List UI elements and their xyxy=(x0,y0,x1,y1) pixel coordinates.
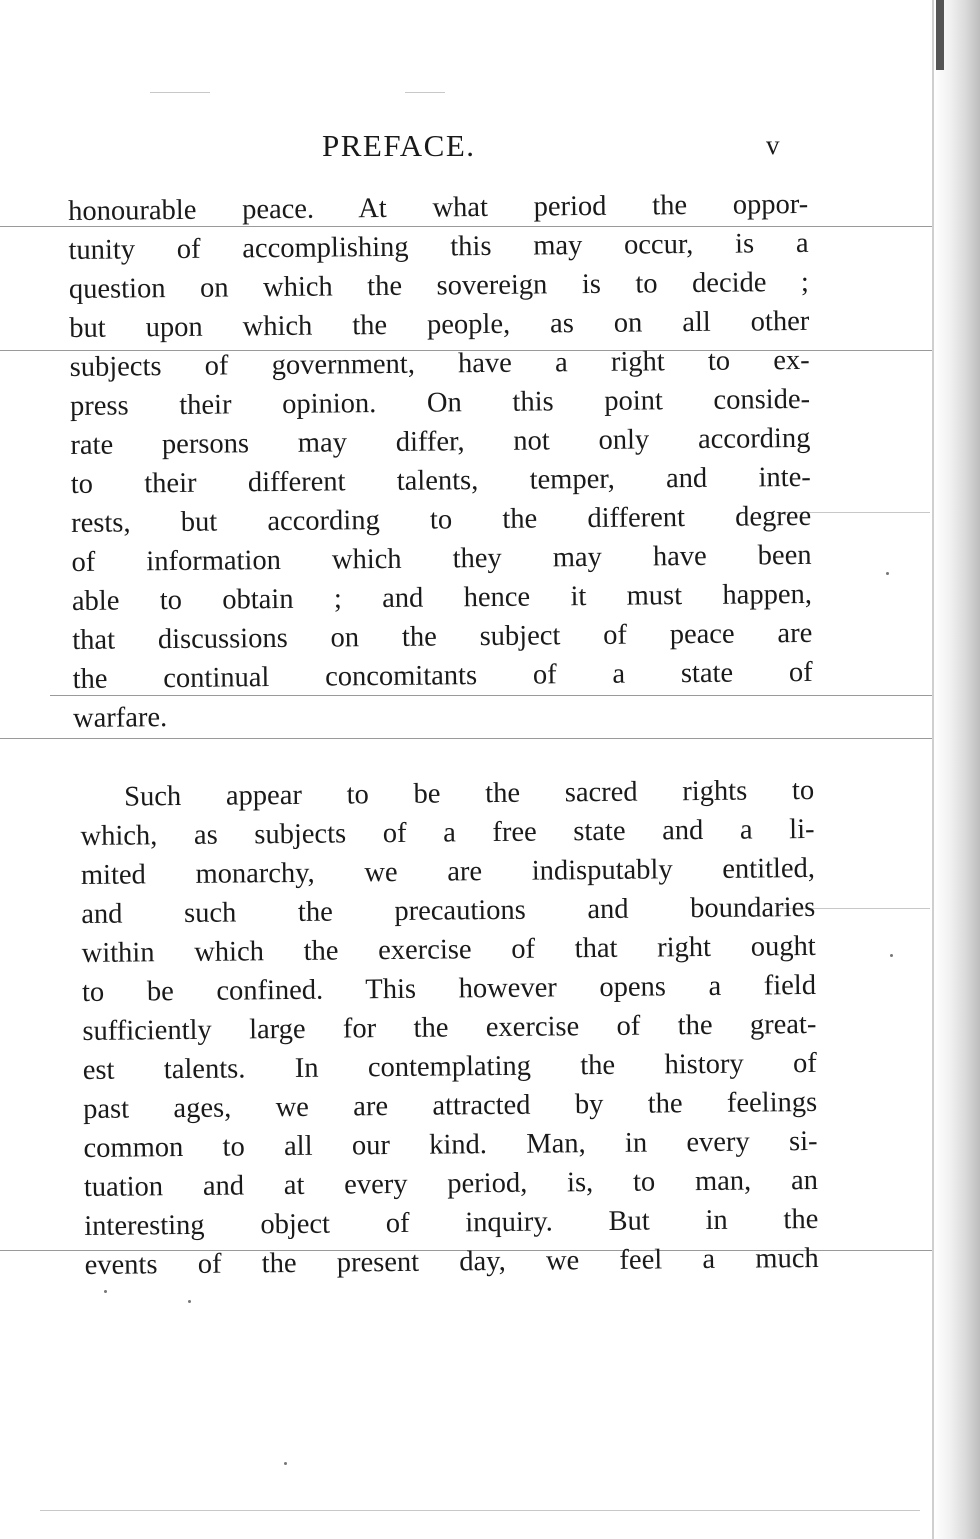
page-number: v xyxy=(766,130,780,160)
text-line: rate persons may differ, not only according xyxy=(70,422,811,461)
text-line: events of the present day, we feel a much xyxy=(84,1242,819,1281)
scan-rule xyxy=(0,738,932,739)
text-line: that discussions on the subject of peace are xyxy=(72,617,813,656)
text-line: to their different talents, temper, and inte- xyxy=(70,461,811,500)
paragraph-2 xyxy=(80,771,819,1285)
text-line: est talents. In contemplating the history of xyxy=(82,1047,817,1086)
scan-speck xyxy=(284,1462,287,1465)
text-line: question on which the sovereign is to decide ; xyxy=(68,266,810,305)
scan-rule xyxy=(40,1510,920,1511)
paragraph-1 xyxy=(68,185,813,738)
text-line: Such appear to be the sacred rights to xyxy=(124,774,815,813)
text-line: which, as subjects of a free state and a li- xyxy=(80,813,815,852)
text-line: mited monarchy, we are indisputably entitled, xyxy=(80,852,816,891)
text-line: common to all our kind. Man, in every si- xyxy=(83,1125,818,1164)
text-line: able to obtain ; and hence it must happen, xyxy=(71,578,813,617)
text-line: but upon which the people, as on all other xyxy=(69,305,810,344)
text-line: past ages, we are attracted by the feelings xyxy=(83,1086,818,1125)
scan-speck xyxy=(890,954,893,957)
page-edge xyxy=(934,0,980,1539)
text-line: subjects of government, have a right to ex- xyxy=(69,344,810,383)
scan-rule xyxy=(405,92,445,93)
scan-rule xyxy=(150,92,210,93)
page-header xyxy=(0,128,980,168)
text-line: press their opinion. On this point conside- xyxy=(69,383,811,422)
text-line: warfare. xyxy=(72,702,168,734)
scan-speck xyxy=(104,1290,107,1293)
text-line: rests, but according to the different degree xyxy=(71,500,812,539)
page-edge-shadow xyxy=(936,0,944,70)
text-line: of information which they may have been xyxy=(71,539,812,578)
text-line: tuation and at every period, is, to man, an xyxy=(83,1164,819,1203)
text-line: honourable peace. At what period the oppor- xyxy=(68,188,809,227)
scan-speck xyxy=(188,1300,191,1303)
text-line: and such the precautions and boundaries xyxy=(81,891,816,930)
text-line: the continual concomitants of a state of xyxy=(72,656,813,695)
scan-speck xyxy=(886,572,889,575)
text-line: interesting object of inquiry. But in the xyxy=(84,1203,819,1242)
running-title: PREFACE. xyxy=(322,128,476,163)
text-line: tunity of accomplishing this may occur, is a xyxy=(68,227,809,266)
text-line: within which the exercise of that right ought xyxy=(81,930,816,969)
text-line: to be confined. This however opens a field xyxy=(81,969,817,1008)
text-line: sufficiently large for the exercise of the great- xyxy=(82,1008,817,1047)
page-edge-line xyxy=(932,0,934,1539)
